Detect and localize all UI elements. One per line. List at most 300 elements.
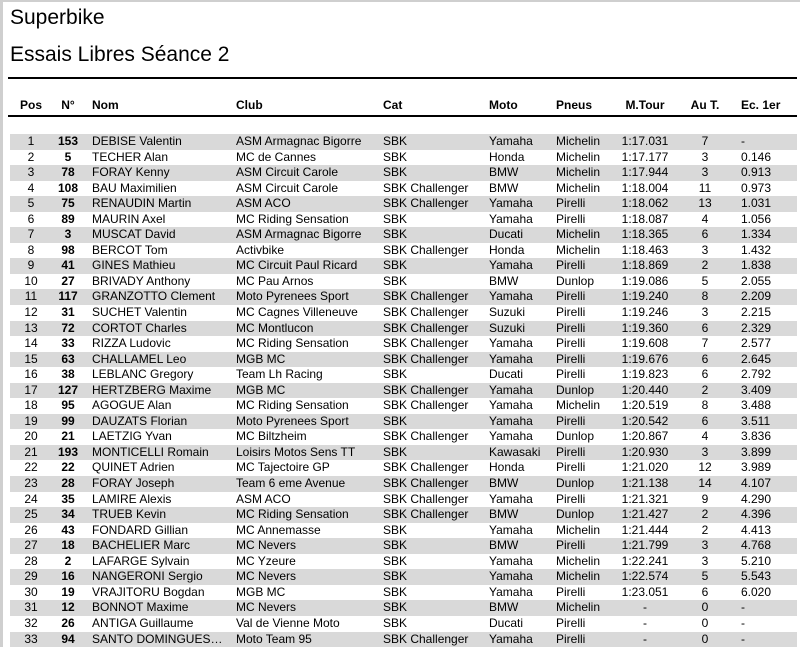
- cell-pneus: Michelin: [556, 242, 601, 257]
- cell-mtour: 1:18.365: [610, 227, 680, 243]
- table-row: [10, 134, 797, 150]
- cell-nom: BRIVADY Anthony: [92, 273, 191, 288]
- cell-pneus: Pirelli: [556, 615, 586, 630]
- cell-pos: 17: [10, 383, 52, 399]
- cell-nom: TRUEB Kevin: [84, 507, 236, 523]
- cell-mtour: 1:23.051: [621, 584, 669, 599]
- cell-club: MC Circuit Paul Ricard: [236, 258, 383, 274]
- cell-cat: SBK: [383, 538, 489, 554]
- cell-num: 28: [52, 476, 84, 492]
- cell-mtour: 1:20.542: [610, 414, 680, 430]
- cell-moto: Yamaha: [489, 196, 556, 212]
- table-row: [10, 289, 797, 305]
- table-row: [10, 321, 797, 337]
- cell-club: ASM ACO: [236, 196, 383, 212]
- cell-pneus: Michelin: [556, 569, 610, 585]
- table-row: [10, 243, 797, 259]
- cell-ec1: 4.768: [730, 538, 797, 554]
- cell-cat: SBK Challenger: [383, 398, 469, 413]
- cell-num: 22: [61, 460, 75, 475]
- results-table: [10, 134, 797, 647]
- cell-ec1: -: [730, 632, 797, 647]
- cell-nom: ANTIGA Guillaume: [92, 615, 194, 630]
- cell-mtour: 1:20.519: [621, 398, 669, 413]
- cell-moto: Yamaha: [489, 584, 533, 599]
- cell-aut: 3: [701, 305, 709, 320]
- cell-aut: 3: [701, 149, 709, 164]
- cell-num: 27: [61, 273, 75, 288]
- cell-pos: 22: [24, 460, 38, 475]
- cell-mtour: 1:19.360: [610, 321, 680, 337]
- cell-club: Moto Pyrenees Sport: [236, 414, 383, 430]
- cell-pos: 26: [24, 522, 38, 537]
- cell-moto: Yamaha: [489, 336, 533, 351]
- cell-nom: LEBLANC Gregory: [92, 367, 194, 382]
- cell-cat: SBK: [383, 414, 489, 430]
- cell-cat: SBK Challenger: [383, 321, 489, 337]
- cell-club: MC Yzeure: [236, 553, 296, 568]
- table-row: [10, 305, 797, 321]
- cell-ec1: 3.899: [730, 445, 797, 461]
- cell-pos: 10: [24, 273, 38, 288]
- cell-pos: 33: [10, 632, 52, 647]
- cell-pos: 4: [27, 180, 35, 195]
- cell-nom: RENAUDIN Martin: [84, 196, 236, 212]
- cell-num: 193: [52, 445, 84, 461]
- cell-aut: 6: [680, 414, 730, 430]
- cell-aut: 0: [680, 600, 730, 616]
- table-row: [10, 538, 797, 554]
- cell-moto: Yamaha: [489, 258, 556, 274]
- cell-pneus: Pirelli: [556, 414, 610, 430]
- cell-ec1: 0.913: [730, 165, 797, 181]
- cell-club: ASM Armagnac Bigorre: [236, 134, 383, 150]
- cell-aut: 7: [680, 134, 730, 150]
- page-title: Superbike: [10, 6, 105, 29]
- column-header-num: N°: [61, 98, 75, 112]
- cell-mtour: 1:20.440: [610, 383, 680, 399]
- cell-aut: 3: [680, 538, 730, 554]
- cell-num: 21: [61, 429, 75, 444]
- cell-ec1: 5.210: [741, 553, 772, 568]
- cell-nom: RIZZA Ludovic: [92, 336, 171, 351]
- cell-ec1: 3.836: [741, 429, 772, 444]
- cell-cat: SBK Challenger: [383, 242, 469, 257]
- cell-nom: MAURIN Axel: [92, 211, 166, 226]
- cell-ec1: 1.432: [741, 242, 772, 257]
- table-row: [10, 429, 797, 445]
- cell-aut: 5: [680, 569, 730, 585]
- cell-mtour: -: [610, 632, 680, 647]
- table-row: [10, 476, 797, 492]
- cell-moto: BMW: [489, 476, 556, 492]
- cell-mtour: 1:21.444: [621, 522, 669, 537]
- cell-cat: SBK Challenger: [383, 305, 469, 320]
- cell-aut: 2: [680, 258, 730, 274]
- cell-aut: 2: [680, 383, 730, 399]
- cell-mtour: 1:17.944: [610, 165, 680, 181]
- cell-mtour: 1:21.799: [610, 538, 680, 554]
- cell-mtour: 1:19.676: [610, 352, 680, 368]
- cell-nom: BERCOT Tom: [92, 242, 168, 257]
- cell-num: 5: [64, 149, 72, 164]
- cell-num: 18: [52, 538, 84, 554]
- cell-pneus: Pirelli: [556, 196, 610, 212]
- cell-pneus: Pirelli: [556, 538, 610, 554]
- column-header-ec1: Ec. 1er: [741, 98, 781, 112]
- cell-club: MGB MC: [236, 383, 383, 399]
- table-row: [10, 569, 797, 585]
- cell-num: 26: [61, 615, 75, 630]
- table-row: [10, 414, 797, 430]
- cell-ec1: 2.792: [741, 367, 772, 382]
- cell-nom: CORTOT Charles: [84, 321, 236, 337]
- table-row: [10, 336, 797, 352]
- cell-aut: 6: [701, 584, 709, 599]
- cell-aut: 2: [680, 507, 730, 523]
- cell-pos: 25: [10, 507, 52, 523]
- cell-moto: Yamaha: [489, 289, 556, 305]
- cell-club: MGB MC: [236, 352, 383, 368]
- cell-aut: 13: [680, 196, 730, 212]
- cell-cat: SBK: [383, 615, 408, 630]
- cell-pneus: Pirelli: [556, 289, 610, 305]
- cell-aut: 4: [701, 211, 709, 226]
- table-row: [10, 585, 797, 601]
- cell-pos: 23: [10, 476, 52, 492]
- column-header-pneus: Pneus: [556, 98, 593, 112]
- cell-cat: SBK: [383, 258, 489, 274]
- cell-aut: 6: [680, 321, 730, 337]
- cell-nom: CHALLAMEL Leo: [84, 352, 236, 368]
- cell-pneus: Dunlop: [556, 476, 610, 492]
- cell-cat: SBK Challenger: [383, 460, 469, 475]
- cell-ec1: 1.838: [730, 258, 797, 274]
- cell-pos: 29: [10, 569, 52, 585]
- cell-pos: 9: [10, 258, 52, 274]
- column-header-pos: Pos: [19, 98, 42, 112]
- cell-pos: 24: [24, 491, 38, 506]
- cell-num: 153: [52, 134, 84, 150]
- cell-nom: FORAY Joseph: [84, 476, 236, 492]
- cell-pneus: Dunlop: [556, 429, 595, 444]
- table-row: [10, 274, 797, 290]
- cell-moto: Yamaha: [489, 553, 533, 568]
- cell-mtour: 1:21.321: [621, 491, 669, 506]
- cell-club: MC Pau Arnos: [236, 273, 314, 288]
- cell-ec1: 1.056: [741, 211, 772, 226]
- cell-moto: Yamaha: [489, 632, 556, 647]
- cell-aut: 6: [701, 367, 709, 382]
- table-row: [10, 460, 797, 476]
- cell-aut: 8: [701, 398, 709, 413]
- cell-pos: 27: [10, 538, 52, 554]
- cell-num: 43: [61, 522, 75, 537]
- cell-mtour: 1:17.177: [621, 149, 669, 164]
- cell-num: 16: [52, 569, 84, 585]
- results-body: [10, 134, 797, 647]
- cell-mtour: 1:18.062: [610, 196, 680, 212]
- table-row: [10, 398, 797, 414]
- cell-cat: SBK Challenger: [383, 429, 469, 444]
- cell-cat: SBK Challenger: [383, 180, 469, 195]
- table-row: [10, 600, 797, 616]
- cell-mtour: 1:18.869: [610, 258, 680, 274]
- cell-club: ASM ACO: [236, 491, 291, 506]
- cell-ec1: 5.543: [730, 569, 797, 585]
- cell-pos: 20: [24, 429, 38, 444]
- table-row: [10, 507, 797, 523]
- table-row: [10, 196, 797, 212]
- cell-pneus: Pirelli: [556, 445, 610, 461]
- cell-cat: SBK: [383, 584, 408, 599]
- table-row: [10, 632, 797, 647]
- cell-pneus: Pirelli: [556, 305, 586, 320]
- cell-cat: SBK: [383, 211, 408, 226]
- cell-club: ASM Circuit Carole: [236, 180, 339, 195]
- cell-mtour: 1:17.031: [610, 134, 680, 150]
- cell-club: Team 6 eme Avenue: [236, 476, 383, 492]
- cell-ec1: 4.290: [741, 491, 772, 506]
- cell-pos: 1: [10, 134, 52, 150]
- cell-cat: SBK: [383, 553, 408, 568]
- cell-cat: SBK Challenger: [383, 289, 489, 305]
- cell-mtour: 1:19.608: [621, 336, 669, 351]
- cell-pos: 30: [24, 584, 38, 599]
- cell-mtour: 1:21.138: [610, 476, 680, 492]
- cell-mtour: 1:19.823: [621, 367, 669, 382]
- cell-ec1: 3.989: [741, 460, 772, 475]
- cell-pneus: Pirelli: [556, 321, 610, 337]
- cell-moto: Yamaha: [489, 522, 533, 537]
- window-edge-left: [0, 0, 3, 647]
- cell-pos: 13: [10, 321, 52, 337]
- cell-num: 117: [52, 289, 84, 305]
- column-header-moto: Moto: [489, 98, 518, 112]
- cell-nom: VRAJITORU Bogdan: [92, 584, 205, 599]
- cell-num: 108: [57, 180, 79, 195]
- cell-cat: SBK Challenger: [383, 196, 489, 212]
- cell-moto: BMW: [489, 180, 519, 195]
- cell-pos: 31: [10, 600, 52, 616]
- cell-pneus: Pirelli: [556, 367, 586, 382]
- cell-moto: Yamaha: [489, 491, 533, 506]
- table-row: [10, 352, 797, 368]
- cell-pos: 7: [10, 227, 52, 243]
- cell-pos: 3: [10, 165, 52, 181]
- cell-mtour: 1:18.087: [621, 211, 669, 226]
- cell-num: 3: [52, 227, 84, 243]
- cell-cat: SBK: [383, 522, 408, 537]
- cell-num: 19: [61, 584, 75, 599]
- cell-nom: HERTZBERG Maxime: [84, 383, 236, 399]
- cell-moto: BMW: [489, 165, 556, 181]
- cell-club: MC de Cannes: [236, 149, 317, 164]
- cell-club: MC Nevers: [236, 600, 383, 616]
- cell-num: 35: [61, 491, 75, 506]
- cell-aut: 6: [680, 352, 730, 368]
- cell-nom: LAETZIG Yvan: [92, 429, 172, 444]
- cell-club: MC Annemasse: [236, 522, 321, 537]
- cell-club: ASM Armagnac Bigorre: [236, 227, 383, 243]
- cell-pneus: Michelin: [556, 165, 610, 181]
- cell-aut: 3: [680, 165, 730, 181]
- cell-pneus: Pirelli: [556, 336, 586, 351]
- cell-ec1: 1.031: [730, 196, 797, 212]
- cell-pneus: Michelin: [556, 149, 601, 164]
- cell-club: MC Riding Sensation: [236, 211, 349, 226]
- cell-pneus: Michelin: [556, 522, 601, 537]
- cell-ec1: 2.645: [730, 352, 797, 368]
- cell-club: MC Biltzheim: [236, 429, 307, 444]
- cell-moto: Yamaha: [489, 569, 556, 585]
- cell-club: Val de Vienne Moto: [236, 615, 340, 630]
- cell-pos: 12: [24, 305, 38, 320]
- cell-club: MC Nevers: [236, 538, 383, 554]
- cell-pos: 8: [27, 242, 35, 257]
- cell-pos: 28: [24, 553, 38, 568]
- cell-aut: 7: [701, 336, 709, 351]
- cell-cat: SBK: [383, 227, 489, 243]
- cell-moto: Ducati: [489, 227, 556, 243]
- cell-num: 94: [52, 632, 84, 647]
- cell-moto: Honda: [489, 460, 525, 475]
- cell-club: Activbike: [236, 242, 285, 257]
- cell-aut: 4: [701, 429, 709, 444]
- cell-moto: Yamaha: [489, 383, 556, 399]
- cell-num: 33: [61, 336, 75, 351]
- cell-club: MGB MC: [236, 584, 286, 599]
- cell-num: 75: [52, 196, 84, 212]
- table-row: [10, 367, 797, 383]
- cell-pneus: Pirelli: [556, 258, 610, 274]
- column-header-club: Club: [236, 98, 263, 112]
- table-row: [10, 181, 797, 197]
- cell-num: 12: [52, 600, 84, 616]
- cell-club: MC Riding Sensation: [236, 336, 349, 351]
- cell-mtour: -: [610, 600, 680, 616]
- cell-pos: 2: [27, 149, 35, 164]
- cell-ec1: 4.413: [741, 522, 772, 537]
- cell-cat: SBK Challenger: [383, 632, 489, 647]
- cell-aut: 8: [680, 289, 730, 305]
- cell-pos: 32: [24, 615, 38, 630]
- cell-pos: 19: [10, 414, 52, 430]
- cell-cat: SBK Challenger: [383, 352, 489, 368]
- cell-pneus: Pirelli: [556, 460, 586, 475]
- table-row: [10, 212, 797, 228]
- cell-num: 99: [52, 414, 84, 430]
- cell-num: 72: [52, 321, 84, 337]
- cell-club: MC Riding Sensation: [236, 507, 383, 523]
- cell-club: Loisirs Motos Sens TT: [236, 445, 383, 461]
- cell-cat: SBK: [383, 569, 489, 585]
- cell-aut: 2: [701, 522, 709, 537]
- cell-pneus: Dunlop: [556, 383, 610, 399]
- cell-ec1: 6.020: [741, 584, 772, 599]
- cell-ec1: -: [730, 600, 797, 616]
- cell-club: Moto Pyrenees Sport: [236, 289, 383, 305]
- cell-moto: BMW: [489, 538, 556, 554]
- cell-nom: TECHER Alan: [92, 149, 169, 164]
- cell-aut: 14: [680, 476, 730, 492]
- cell-pos: 16: [24, 367, 38, 382]
- cell-cat: SBK: [383, 445, 489, 461]
- cell-cat: SBK: [383, 165, 489, 181]
- cell-nom: QUINET Adrien: [92, 460, 175, 475]
- cell-moto: Yamaha: [489, 352, 556, 368]
- cell-moto: Yamaha: [489, 398, 533, 413]
- cell-mtour: 1:18.463: [621, 242, 669, 257]
- cell-moto: Ducati: [489, 615, 524, 630]
- cell-pneus: Pirelli: [556, 584, 586, 599]
- cell-moto: Honda: [489, 242, 525, 257]
- cell-aut: 12: [698, 460, 712, 475]
- table-row: [10, 616, 797, 632]
- cell-ec1: 2.577: [741, 336, 772, 351]
- cell-num: 63: [52, 352, 84, 368]
- cell-aut: 11: [698, 180, 712, 195]
- column-header-aut: Au T.: [690, 98, 720, 112]
- cell-nom: AGOGUE Alan: [92, 398, 172, 413]
- cell-aut: 3: [701, 242, 709, 257]
- cell-pneus: Michelin: [556, 227, 610, 243]
- header-divider: [8, 115, 797, 117]
- cell-mtour: 1:21.020: [621, 460, 669, 475]
- cell-ec1: 2.055: [741, 273, 772, 288]
- cell-nom: MUSCAT David: [84, 227, 236, 243]
- cell-num: 2: [64, 553, 72, 568]
- cell-ec1: 0.146: [741, 149, 772, 164]
- cell-pneus: Pirelli: [556, 352, 610, 368]
- cell-pos: 21: [10, 445, 52, 461]
- cell-pneus: Pirelli: [556, 491, 586, 506]
- cell-ec1: 3.511: [730, 414, 797, 430]
- cell-nom: DAUZATS Florian: [84, 414, 236, 430]
- cell-num: 31: [61, 305, 75, 320]
- cell-mtour: 1:22.574: [610, 569, 680, 585]
- cell-club: MC Tajectoire GP: [236, 460, 330, 475]
- cell-moto: Suzuki: [489, 321, 556, 337]
- cell-mtour: 1:18.004: [621, 180, 669, 195]
- table-row: [10, 258, 797, 274]
- cell-ec1: 4.107: [730, 476, 797, 492]
- cell-nom: MONTICELLI Romain: [84, 445, 236, 461]
- cell-moto: Yamaha: [489, 134, 556, 150]
- cell-ec1: 2.329: [730, 321, 797, 337]
- cell-club: MC Cagnes Villeneuve: [236, 305, 358, 320]
- cell-aut: 0: [680, 632, 730, 647]
- cell-nom: FONDARD Gillian: [92, 522, 189, 537]
- cell-aut: 0: [701, 615, 709, 630]
- cell-ec1: 0.973: [741, 180, 772, 195]
- cell-moto: Yamaha: [489, 211, 533, 226]
- cell-moto: BMW: [489, 600, 556, 616]
- cell-nom: SANTO DOMINGUES…: [84, 632, 236, 647]
- table-row: [10, 150, 797, 166]
- cell-ec1: 3.409: [730, 383, 797, 399]
- table-row: [10, 523, 797, 539]
- table-row: [10, 383, 797, 399]
- title-divider: [8, 77, 797, 79]
- cell-ec1: -: [730, 134, 797, 150]
- cell-ec1: 4.396: [730, 507, 797, 523]
- cell-moto: Kawasaki: [489, 445, 556, 461]
- cell-club: Team Lh Racing: [236, 367, 323, 382]
- cell-ec1: 3.488: [741, 398, 772, 413]
- cell-nom: GRANZOTTO Clement: [84, 289, 236, 305]
- cell-pos: 18: [24, 398, 38, 413]
